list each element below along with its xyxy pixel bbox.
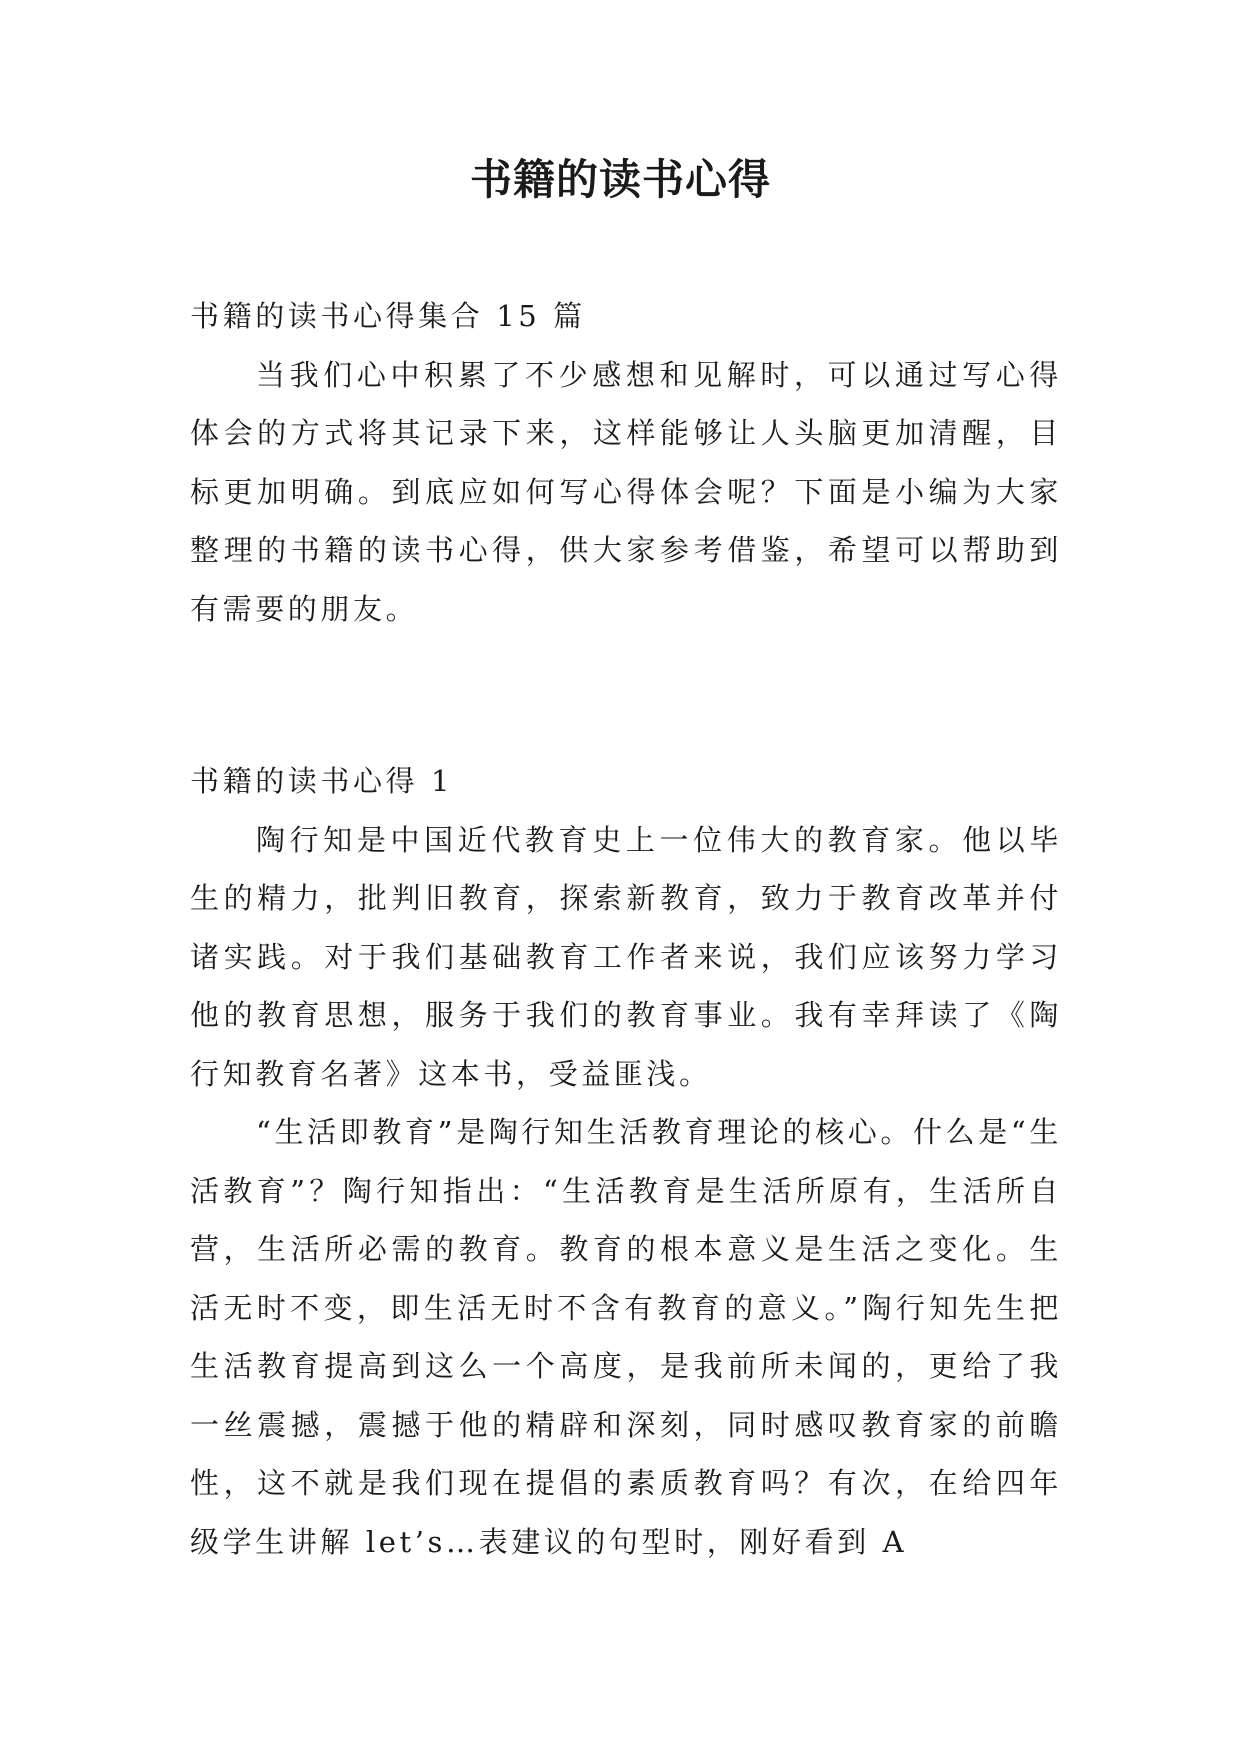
section-1-heading: 书籍的读书心得 1 [190,764,454,798]
intro-heading: 书籍的读书心得集合 15 篇 [190,299,586,333]
section-1-paragraph-1: 陶行知是中国近代教育史上一位伟大的教育家。他以毕生的精力，批判旧教育，探索新教育，致力于教育改革并付诸实践。对于我们基础教育工作者来说，我们应该努力学习他的教育思想，服务于我们的教育事业。我有幸拜读了《陶行知教育名著》这本书，受益匪浅。 [190,822,1062,1091]
section-1-paragraph-2: “生活即教育”是陶行知生活教育理论的核心。什么是“生活教育”？陶行知指出：“生活教育是生活所原有，生活所自营，生活所必需的教育。教育的根本意义是生活之变化。生活无时不变，即生活无时不含有教育的意义。”陶行知先生把生活教育提高到这么一个高度，是我前所未闻的，更给了我一丝震撼，震撼于他的精辟和深刻，同时感叹教育家的前瞻性，这不就是我们现在提倡的素质教育吗？有次，在给四年级学生讲解 let’s…表建议的句型时，刚好看到 A [190,1115,1062,1559]
intro-paragraph: 当我们心中积累了不少感想和见解时，可以通过写心得体会的方式将其记录下来，这样能够让人头脑更加清醒，目标更加明确。到底应如何写心得体会呢？下面是小编为大家整理的书籍的读书心得，供大家参考借鉴，希望可以帮助到有需要的朋友。 [190,357,1062,626]
section-1 [190,752,1062,1571]
intro-section [190,287,1062,638]
document-title: 书籍的读书心得 [469,155,771,204]
